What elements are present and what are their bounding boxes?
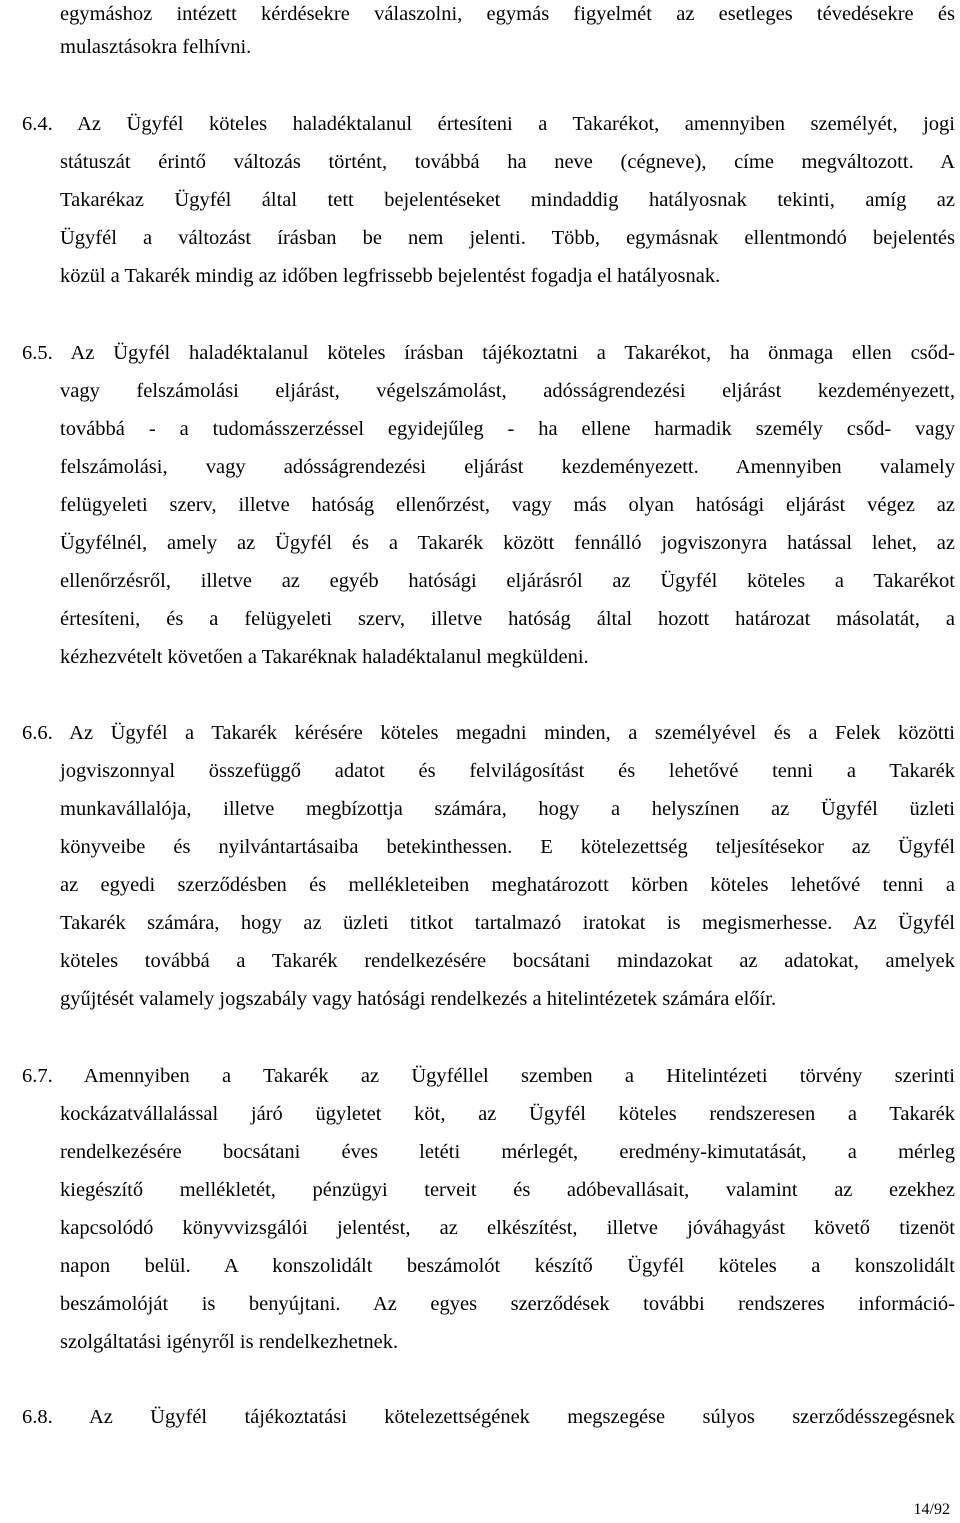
- paragraph-line: Ügyfélnél, amely az Ügyfél és a Takarék között fennálló jogviszonyra hatással lehet, az: [60, 532, 955, 554]
- paragraph-line: napon belül. A konszolidált beszámolót készítő Ügyfél köteles a konszolidált: [60, 1255, 955, 1277]
- paragraph-line: kézhezvételt követően a Takaréknak haladéktalanul megküldeni.: [60, 646, 589, 668]
- paragraph-line: munkavállalója, illetve megbízottja számára, hogy a helyszínen az Ügyfél üzleti: [60, 798, 955, 820]
- paragraph-line: gyűjtését valamely jogszabály vagy hatósági rendelkezés a hitelintézetek számára előír.: [60, 988, 777, 1010]
- paragraph-line: kiegészítő mellékletét, pénzügyi terveit és adóbevallásait, valamint az ezekhez: [60, 1179, 955, 1201]
- paragraph-line: jogviszonnyal összefüggő adatot és felvilágosítást és lehetővé tenni a Takarék: [60, 760, 955, 782]
- paragraph-line: vagy felszámolási eljárást, végelszámolást, adósságrendezési eljárást kezdeményezett,: [60, 380, 955, 402]
- paragraph-line: Takarékaz Ügyfél által tett bejelentéseket mindaddig hatályosnak tekinti, amíg az: [60, 189, 955, 211]
- paragraph-line: az egyedi szerződésben és mellékleteiben meghatározott körben köteles lehetővé tenni a: [60, 874, 955, 896]
- paragraph-line: Takarék számára, hogy az üzleti titkot tartalmazó iratokat is megismerhesse. Az Ügyfél: [60, 912, 955, 934]
- paragraph-line: 6.8. Az Ügyfél tájékoztatási kötelezettségének megszegése súlyos szerződésszegésnek: [22, 1406, 955, 1428]
- paragraph-line: Ügyfél a változást írásban be nem jelenti. Több, egymásnak ellentmondó bejelentés: [60, 227, 955, 249]
- paragraph-line: beszámolóját is benyújtani. Az egyes szerződések további rendszeres információ-: [60, 1293, 955, 1315]
- paragraph-line: státuszát érintő változás történt, továbbá ha neve (cégneve), címe megváltozott. A: [60, 151, 955, 173]
- paragraph-line: köteles továbbá a Takarék rendelkezésére bocsátani mindazokat az adatokat, amelyek: [60, 950, 955, 972]
- paragraph-line: értesíteni, és a felügyeleti szerv, illetve hatóság által hozott határozat másolatát, a: [60, 608, 955, 630]
- paragraph-line: mulasztásokra felhívni.: [60, 36, 252, 58]
- paragraph-line: közül a Takarék mindig az időben legfrissebb bejelentést fogadja el hatályosnak.: [60, 265, 721, 287]
- paragraph-line: felszámolási, vagy adósságrendezési eljárást kezdeményezett. Amennyiben valamely: [60, 456, 955, 478]
- paragraph-line: ellenőrzésről, illetve az egyéb hatósági eljárásról az Ügyfél köteles a Takarékot: [60, 570, 955, 592]
- paragraph-line: egymáshoz intézett kérdésekre válaszolni, egymás figyelmét az esetleges tévedésekre és: [60, 3, 955, 25]
- paragraph-line: kockázatvállalással járó ügyletet köt, az Ügyfél köteles rendszeresen a Takarék: [60, 1103, 955, 1125]
- paragraph-line: felügyeleti szerv, illetve hatóság ellenőrzést, vagy más olyan hatósági eljárást végez az: [60, 494, 955, 516]
- paragraph-line: szolgáltatási igényről is rendelkezhetnek.: [60, 1331, 399, 1353]
- page-number: 14/92: [913, 1501, 950, 1518]
- paragraph-line: könyveibe és nyilvántartásaiba betekinthessen. E kötelezettség teljesítésekor az Ügyfél: [60, 836, 955, 858]
- paragraph-line: rendelkezésére bocsátani éves letéti mérlegét, eredmény-kimutatását, a mérleg: [60, 1141, 955, 1163]
- paragraph-line: 6.6. Az Ügyfél a Takarék kérésére köteles megadni minden, a személyével és a Felek közötti: [22, 722, 955, 744]
- paragraph-line: 6.5. Az Ügyfél haladéktalanul köteles írásban tájékoztatni a Takarékot, ha önmaga ellen csőd-: [22, 342, 955, 364]
- paragraph-line: 6.7. Amennyiben a Takarék az Ügyféllel szemben a Hitelintézeti törvény szerinti: [22, 1065, 955, 1087]
- paragraph-line: továbbá - a tudomásszerzéssel egyidejűleg - ha ellene harmadik személy csőd- vagy: [60, 418, 955, 440]
- paragraph-line: kapcsolódó könyvvizsgálói jelentést, az elkészítést, illetve jóváhagyást követő tizenöt: [60, 1217, 955, 1239]
- paragraph-line: 6.4. Az Ügyfél köteles haladéktalanul értesíteni a Takarékot, amennyiben személyét, jogi: [22, 113, 955, 135]
